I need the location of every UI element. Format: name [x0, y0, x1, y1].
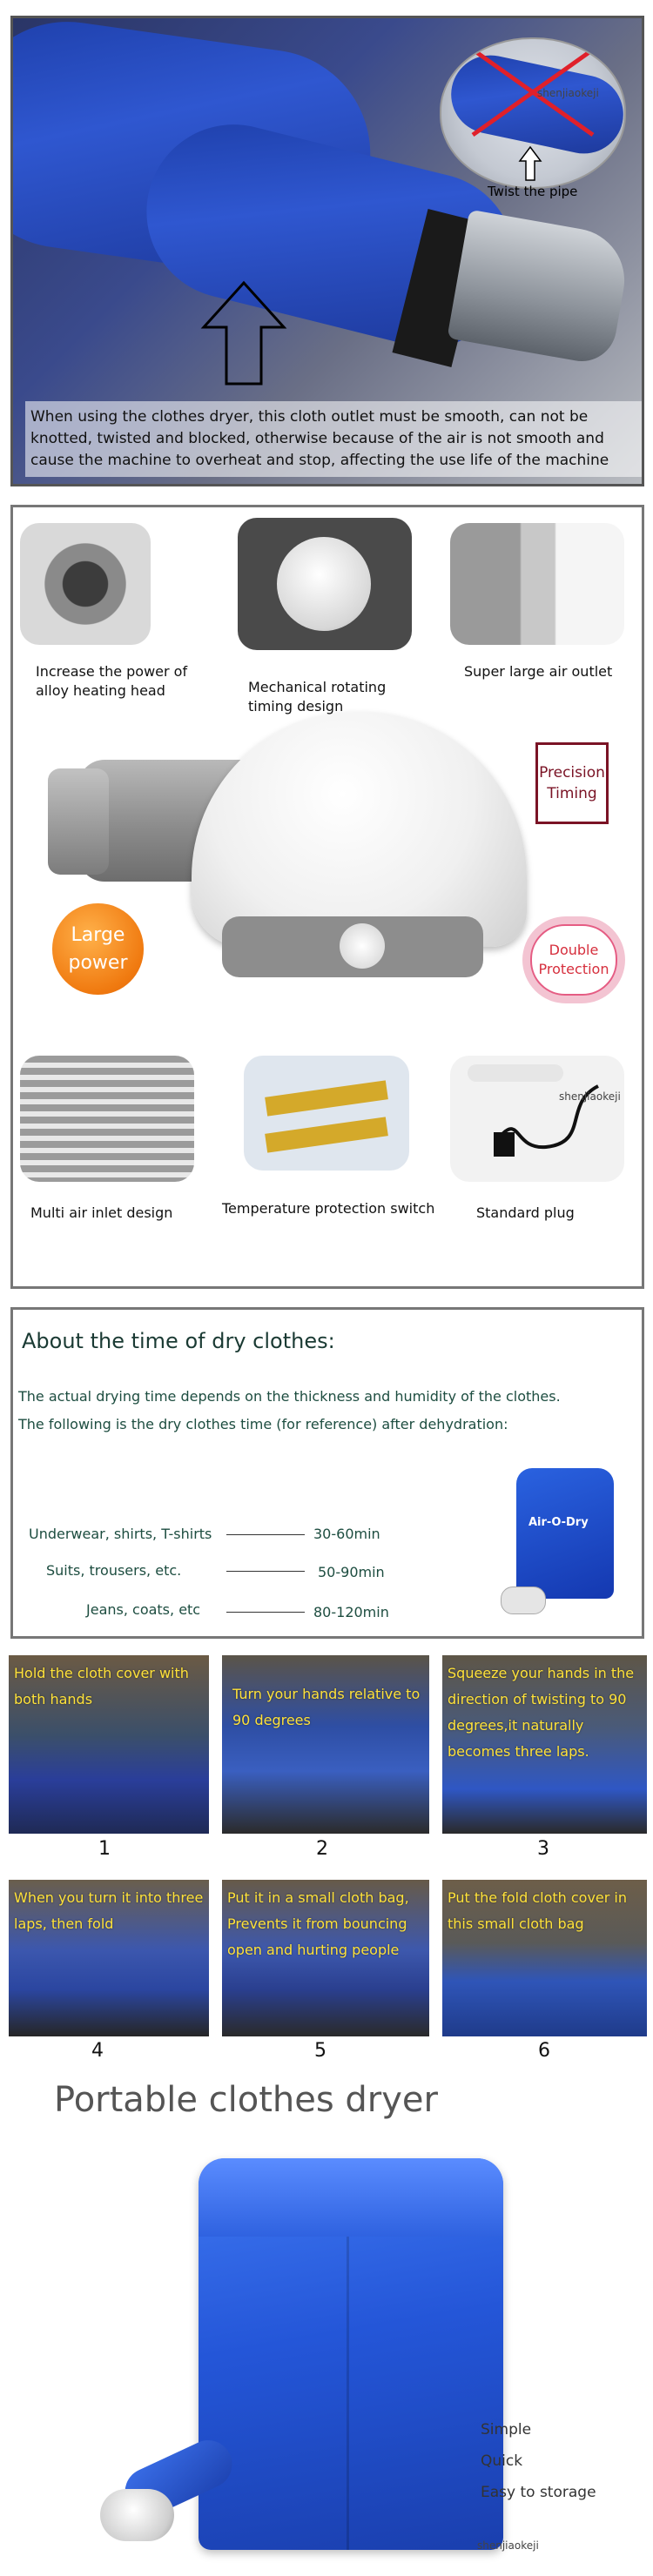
row-value-jeans: 80-120min: [313, 1604, 389, 1620]
twist-pipe-inset: [440, 37, 626, 189]
step-4-caption: When you turn it into three laps, then fold: [14, 1889, 204, 1932]
thermal-switch-image: [244, 1056, 409, 1171]
switch-plate-2: [265, 1117, 388, 1152]
double-protection-label: Double Protection: [530, 924, 617, 996]
metal-outlet-nozzle: [447, 210, 632, 367]
step-2-image: [222, 1655, 429, 1834]
product-brand-label: Air-O-Dry: [528, 1516, 589, 1529]
dry-time-panel: [10, 1307, 644, 1639]
air-inlet-image: [20, 1056, 194, 1182]
dry-time-title: About the time of dry clothes:: [22, 1329, 335, 1353]
row-label-suits: Suits, trousers, etc.: [46, 1562, 182, 1579]
step-5-caption: Put it in a small cloth bag, Prevents it from bouncing open and hurting people: [227, 1889, 409, 1958]
switch-plate-1: [265, 1080, 388, 1116]
feature-label-air-inlet: Multi air inlet design: [30, 1204, 173, 1221]
step-6-caption: Put the fold cloth cover in this small cloth bag: [448, 1889, 627, 1932]
features-panel: [10, 505, 644, 1289]
step-1-caption: Hold the cloth cover with both hands: [14, 1665, 189, 1707]
dry-time-note-1: The actual drying time depends on the thickness and humidity of the clothes.: [18, 1388, 561, 1405]
bag-seam: [347, 2237, 349, 2550]
step-3-image: [442, 1655, 647, 1834]
step-4-number: 4: [91, 2040, 104, 2062]
row-value-suits: 50-90min: [318, 1564, 385, 1580]
feature-quick: Quick: [481, 2452, 523, 2470]
row-connector: [226, 1612, 305, 1613]
step-2-number: 2: [316, 1838, 328, 1860]
dryer-main-unit: [192, 712, 527, 947]
step-1-image: [9, 1655, 209, 1834]
step-6-number: 6: [538, 2040, 550, 2062]
timer-knob-image: [238, 518, 412, 650]
double-protection-badge: [522, 916, 625, 1003]
step-1-number: 1: [98, 1838, 111, 1860]
plug-image: [450, 1056, 624, 1182]
row-label-jeans: Jeans, coats, etc: [86, 1601, 201, 1618]
step-2-caption: Turn your hands relative to 90 degrees: [232, 1686, 421, 1728]
watermark: shenjiaokeji: [477, 2539, 539, 2552]
dryer-pipe-end: [48, 768, 109, 875]
bag-top-panel: [199, 2158, 503, 2237]
step-3-number: 3: [537, 1838, 549, 1860]
feature-label-plug: Standard plug: [476, 1204, 575, 1221]
feature-label-heating-head: Increase the power of alloy heating head: [36, 663, 188, 699]
dryer-top-edge: [468, 1064, 563, 1082]
watermark: shenjiaokeji: [537, 87, 599, 99]
outlet-warning-panel: [10, 16, 644, 486]
timer-dial-icon: [277, 537, 371, 631]
heating-head-image: [20, 523, 151, 645]
row-connector: [226, 1571, 305, 1572]
feature-label-timing: Mechanical rotating timing design: [248, 679, 387, 714]
row-connector: [226, 1534, 305, 1535]
dryer-base-unit: [501, 1587, 546, 1614]
step-5-image: [222, 1880, 429, 2036]
step-5-number: 5: [314, 2040, 326, 2062]
step-3-caption: Squeeze your hands in the direction of twisting to 90 degrees,it naturally becomes three laps.: [448, 1665, 635, 1760]
row-value-underwear: 30-60min: [313, 1526, 380, 1542]
up-arrow-icon: [200, 279, 287, 388]
feature-label-temperature-switch: Temperature protection switch: [222, 1200, 435, 1217]
dryer-knob-icon: [340, 923, 385, 969]
feature-simple: Simple: [481, 2421, 532, 2438]
dryer-product-image: [516, 1468, 614, 1599]
watermark: shenjiaokeji: [559, 1090, 621, 1103]
large-power-badge: Large power: [52, 903, 144, 995]
step-6-image: [442, 1880, 647, 2036]
portable-dryer-title: Portable clothes dryer: [54, 2080, 438, 2120]
outlet-warning-caption: When using the clothes dryer, this cloth outlet must be smooth, can not be knotted, twisted and blocked, otherwise because of the air is not smooth and cause the machine to overheat and stop, affecting the use life of the machine: [25, 401, 644, 477]
twist-pipe-label: Twist the pipe: [488, 184, 578, 199]
dry-time-note-2: The following is the dry clothes time (for reference) after dehydration:: [18, 1416, 508, 1432]
small-up-arrow-icon: [518, 145, 542, 182]
portable-dryer-bag: [199, 2158, 503, 2550]
step-4-image: [9, 1880, 209, 2036]
air-outlet-image: [450, 523, 624, 645]
feature-easy-storage: Easy to storage: [481, 2484, 596, 2501]
portable-dryer-unit: [100, 2489, 174, 2541]
row-label-underwear: Underwear, shirts, T-shirts: [29, 1526, 212, 1542]
feature-label-air-outlet: Super large air outlet: [464, 663, 613, 680]
precision-timing-badge: Precision Timing: [535, 742, 609, 824]
